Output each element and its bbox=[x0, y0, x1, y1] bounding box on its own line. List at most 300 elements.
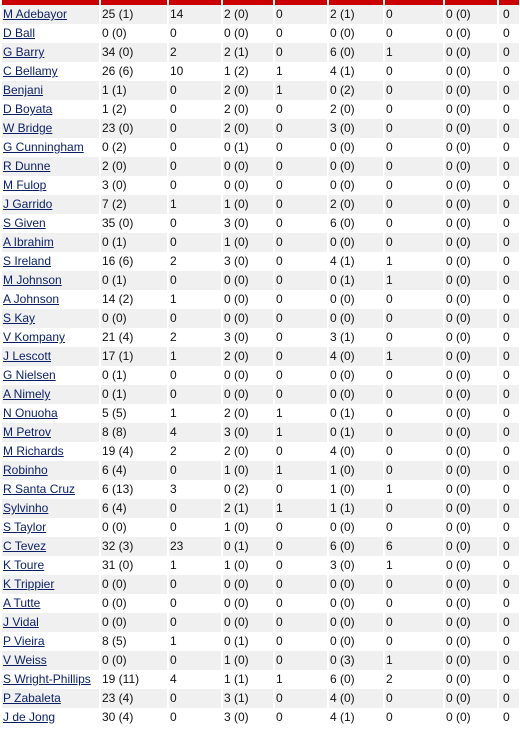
stat-cell: 0 (0) bbox=[445, 81, 497, 100]
stat-cell: 0 bbox=[499, 252, 519, 271]
table-row bbox=[2, 347, 519, 366]
player-link[interactable]: J Garrido bbox=[3, 197, 53, 211]
stat-cell: 0 (0) bbox=[223, 385, 273, 404]
stat-cell: 6 (0) bbox=[329, 537, 383, 556]
stat-cell: 0 bbox=[499, 442, 519, 461]
player-link[interactable]: C Tevez bbox=[3, 539, 47, 553]
player-link[interactable]: P Zabaleta bbox=[3, 691, 61, 705]
player-link[interactable]: M Petrov bbox=[3, 425, 52, 439]
table-row bbox=[2, 423, 519, 442]
stat-cell: 0 bbox=[385, 518, 443, 537]
stat-cell: 0 bbox=[385, 423, 443, 442]
player-name-cell bbox=[2, 233, 99, 252]
stat-cell: 0 bbox=[275, 385, 327, 404]
table-row bbox=[2, 366, 519, 385]
player-link[interactable]: K Trippier bbox=[3, 577, 55, 591]
stat-cell: 3 (0) bbox=[329, 119, 383, 138]
player-link[interactable]: A Tutte bbox=[3, 596, 41, 610]
player-name-cell bbox=[2, 81, 99, 100]
stat-cell: 0 bbox=[275, 632, 327, 651]
stat-cell: 3 (1) bbox=[329, 328, 383, 347]
player-link[interactable]: S Ireland bbox=[3, 254, 52, 268]
stat-cell: 0 bbox=[499, 518, 519, 537]
stat-cell: 0 bbox=[385, 442, 443, 461]
stat-cell: 1 (0) bbox=[223, 556, 273, 575]
player-link[interactable]: M Johnson bbox=[3, 273, 62, 287]
stat-cell: 0 bbox=[499, 214, 519, 233]
stat-cell: 0 (0) bbox=[223, 309, 273, 328]
stat-cell: 0 (0) bbox=[445, 24, 497, 43]
stat-cell: 0 (0) bbox=[445, 632, 497, 651]
stat-cell: 6 bbox=[385, 537, 443, 556]
stat-cell: 0 bbox=[169, 214, 221, 233]
player-link[interactable]: D Ball bbox=[3, 26, 36, 40]
stat-cell: 0 (0) bbox=[445, 689, 497, 708]
stat-cell: 3 (1) bbox=[223, 689, 273, 708]
stat-cell: 1 bbox=[275, 404, 327, 423]
player-link[interactable]: M Adebayor bbox=[3, 7, 68, 21]
stat-cell: 2 (0) bbox=[223, 442, 273, 461]
stat-cell: 0 bbox=[499, 404, 519, 423]
stat-cell: 0 bbox=[169, 309, 221, 328]
stat-cell: 4 bbox=[169, 423, 221, 442]
stat-cell: 0 (1) bbox=[223, 632, 273, 651]
player-link[interactable]: D Boyata bbox=[3, 102, 53, 116]
stat-cell: 0 (0) bbox=[223, 271, 273, 290]
table-row bbox=[2, 499, 519, 518]
table-row bbox=[2, 195, 519, 214]
stat-cell: 0 (0) bbox=[445, 556, 497, 575]
stat-cell: 26 (6) bbox=[101, 62, 167, 81]
stat-cell: 2 (0) bbox=[223, 81, 273, 100]
stat-cell: 0 bbox=[499, 347, 519, 366]
stat-cell: 25 (1) bbox=[101, 5, 167, 24]
stat-cell: 0 bbox=[385, 176, 443, 195]
stat-cell: 0 (0) bbox=[445, 157, 497, 176]
player-link[interactable]: Benjani bbox=[3, 83, 44, 97]
stat-cell: 0 bbox=[385, 632, 443, 651]
table-row bbox=[2, 157, 519, 176]
table-row bbox=[2, 309, 519, 328]
table-row bbox=[2, 100, 519, 119]
stat-cell: 0 (2) bbox=[223, 480, 273, 499]
stat-cell: 0 bbox=[499, 157, 519, 176]
stat-cell: 6 (0) bbox=[329, 214, 383, 233]
stat-cell: 0 bbox=[275, 233, 327, 252]
stat-cell: 2 (1) bbox=[223, 43, 273, 62]
table-row bbox=[2, 214, 519, 233]
stat-cell: 0 bbox=[169, 518, 221, 537]
stat-cell: 0 (0) bbox=[223, 290, 273, 309]
stat-cell: 0 (1) bbox=[223, 537, 273, 556]
player-link[interactable]: J de Jong bbox=[3, 710, 56, 724]
stat-cell: 0 (0) bbox=[445, 708, 497, 727]
player-link[interactable]: P Vieira bbox=[3, 634, 45, 648]
stat-cell: 31 (0) bbox=[101, 556, 167, 575]
stat-cell: 0 (0) bbox=[329, 176, 383, 195]
stat-cell: 4 (0) bbox=[329, 347, 383, 366]
stat-cell: 0 bbox=[499, 632, 519, 651]
player-link[interactable]: G Barry bbox=[3, 45, 45, 59]
stat-cell: 0 bbox=[275, 195, 327, 214]
stat-cell: 0 bbox=[499, 423, 519, 442]
stat-cell: 0 (0) bbox=[101, 575, 167, 594]
stat-cell: 0 bbox=[169, 138, 221, 157]
player-link[interactable]: S Given bbox=[3, 216, 46, 230]
table-row bbox=[2, 385, 519, 404]
table-row bbox=[2, 252, 519, 271]
table-row bbox=[2, 556, 519, 575]
stat-cell: 4 (1) bbox=[329, 708, 383, 727]
stat-cell: 0 bbox=[169, 233, 221, 252]
player-name-cell bbox=[2, 62, 99, 81]
stat-cell: 2 bbox=[169, 252, 221, 271]
stat-cell: 0 (0) bbox=[329, 613, 383, 632]
player-name-cell bbox=[2, 100, 99, 119]
player-name-cell bbox=[2, 594, 99, 613]
table-row bbox=[2, 518, 519, 537]
player-name-cell bbox=[2, 537, 99, 556]
table-row bbox=[2, 176, 519, 195]
stat-cell: 5 (5) bbox=[101, 404, 167, 423]
stat-cell: 0 (0) bbox=[329, 594, 383, 613]
player-name-cell bbox=[2, 5, 99, 24]
stat-cell: 0 (0) bbox=[445, 309, 497, 328]
stat-cell: 0 bbox=[275, 594, 327, 613]
stat-cell: 1 bbox=[169, 632, 221, 651]
stat-cell: 2 (0) bbox=[223, 119, 273, 138]
stat-cell: 0 (0) bbox=[329, 575, 383, 594]
stat-cell: 0 bbox=[499, 613, 519, 632]
stat-cell: 0 bbox=[275, 689, 327, 708]
player-link[interactable]: R Santa Cruz bbox=[3, 482, 76, 496]
stat-cell: 0 (0) bbox=[223, 613, 273, 632]
stat-cell: 0 bbox=[499, 689, 519, 708]
stat-cell: 0 bbox=[385, 328, 443, 347]
stat-cell: 0 bbox=[499, 290, 519, 309]
player-name-cell bbox=[2, 43, 99, 62]
stat-cell: 0 (1) bbox=[223, 138, 273, 157]
stat-cell: 2 (0) bbox=[329, 195, 383, 214]
stat-cell: 1 (2) bbox=[101, 100, 167, 119]
stat-cell: 0 (0) bbox=[223, 575, 273, 594]
table-row bbox=[2, 5, 519, 24]
stat-cell: 0 (0) bbox=[445, 613, 497, 632]
stat-cell: 0 (0) bbox=[445, 138, 497, 157]
stat-cell: 0 bbox=[499, 537, 519, 556]
stat-cell: 0 bbox=[385, 157, 443, 176]
stat-cell: 0 bbox=[275, 24, 327, 43]
stat-cell: 0 bbox=[169, 366, 221, 385]
stat-cell: 0 bbox=[169, 461, 221, 480]
player-link[interactable]: S Wright-Phillips bbox=[3, 672, 91, 686]
stat-cell: 2 (0) bbox=[329, 100, 383, 119]
player-name-cell bbox=[2, 556, 99, 575]
stat-cell: 2 bbox=[385, 670, 443, 689]
player-name-cell bbox=[2, 575, 99, 594]
stat-cell: 0 bbox=[275, 328, 327, 347]
stat-cell: 0 bbox=[385, 195, 443, 214]
stat-cell: 0 bbox=[169, 613, 221, 632]
player-name-cell bbox=[2, 271, 99, 290]
stat-cell: 34 (0) bbox=[101, 43, 167, 62]
stat-cell: 0 (0) bbox=[445, 347, 497, 366]
player-name-cell bbox=[2, 404, 99, 423]
stat-cell: 0 bbox=[385, 100, 443, 119]
stat-cell: 0 bbox=[385, 499, 443, 518]
stat-cell: 0 (0) bbox=[329, 366, 383, 385]
stat-cell: 0 bbox=[385, 366, 443, 385]
player-name-cell bbox=[2, 214, 99, 233]
player-link[interactable]: G Nielsen bbox=[3, 368, 56, 382]
stat-cell: 0 (0) bbox=[445, 195, 497, 214]
stat-cell: 0 (0) bbox=[101, 309, 167, 328]
stat-cell: 1 bbox=[385, 480, 443, 499]
table-row bbox=[2, 689, 519, 708]
stat-cell: 0 (1) bbox=[329, 423, 383, 442]
stat-cell: 0 (0) bbox=[445, 537, 497, 556]
player-link[interactable]: A Johnson bbox=[3, 292, 60, 306]
table-body bbox=[2, 5, 519, 727]
stat-cell: 14 bbox=[169, 5, 221, 24]
stat-cell: 0 (0) bbox=[445, 575, 497, 594]
stat-cell: 1 bbox=[169, 347, 221, 366]
stat-cell: 0 (1) bbox=[329, 404, 383, 423]
table-row bbox=[2, 537, 519, 556]
stat-cell: 2 bbox=[169, 442, 221, 461]
player-name-cell bbox=[2, 195, 99, 214]
table-row bbox=[2, 43, 519, 62]
stat-cell: 4 (1) bbox=[329, 62, 383, 81]
stat-cell: 0 bbox=[169, 594, 221, 613]
player-link[interactable]: K Toure bbox=[3, 558, 45, 572]
stat-cell: 4 (1) bbox=[329, 252, 383, 271]
stat-cell: 0 bbox=[169, 157, 221, 176]
stat-cell: 8 (5) bbox=[101, 632, 167, 651]
stat-cell: 0 (0) bbox=[445, 366, 497, 385]
stat-cell: 0 (0) bbox=[101, 651, 167, 670]
stat-cell: 3 (0) bbox=[223, 252, 273, 271]
player-link[interactable]: V Weiss bbox=[3, 653, 47, 667]
player-link[interactable]: R Dunne bbox=[3, 159, 51, 173]
table-row bbox=[2, 328, 519, 347]
stat-cell: 1 bbox=[169, 404, 221, 423]
stat-cell: 0 bbox=[499, 176, 519, 195]
stat-cell: 3 (0) bbox=[101, 176, 167, 195]
player-link[interactable]: C Bellamy bbox=[3, 64, 58, 78]
stat-cell: 0 bbox=[499, 480, 519, 499]
stat-cell: 17 (1) bbox=[101, 347, 167, 366]
stat-cell: 0 bbox=[275, 119, 327, 138]
player-link[interactable]: G Cunningham bbox=[3, 140, 84, 154]
player-name-cell bbox=[2, 328, 99, 347]
player-link[interactable]: S Taylor bbox=[3, 520, 47, 534]
stat-cell: 0 bbox=[275, 43, 327, 62]
stat-cell: 0 (0) bbox=[445, 461, 497, 480]
stat-cell: 0 (0) bbox=[445, 214, 497, 233]
stat-cell: 1 bbox=[385, 651, 443, 670]
player-link[interactable]: A Ibrahim bbox=[3, 235, 54, 249]
stat-cell: 0 bbox=[499, 233, 519, 252]
stat-cell: 0 bbox=[499, 138, 519, 157]
stat-cell: 0 bbox=[499, 385, 519, 404]
stat-cell: 0 (0) bbox=[445, 62, 497, 81]
stat-cell: 0 bbox=[385, 575, 443, 594]
stat-cell: 3 (0) bbox=[223, 214, 273, 233]
stat-cell: 21 (4) bbox=[101, 328, 167, 347]
stat-cell: 0 bbox=[499, 366, 519, 385]
stat-cell: 0 (0) bbox=[445, 651, 497, 670]
stat-cell: 0 (0) bbox=[445, 480, 497, 499]
player-link[interactable]: J Lescott bbox=[3, 349, 52, 363]
table-row bbox=[2, 632, 519, 651]
stat-cell: 19 (11) bbox=[101, 670, 167, 689]
stat-cell: 0 (3) bbox=[329, 651, 383, 670]
stat-cell: 0 bbox=[499, 309, 519, 328]
stat-cell: 0 bbox=[499, 328, 519, 347]
stat-cell: 1 (0) bbox=[329, 480, 383, 499]
player-link[interactable]: M Richards bbox=[3, 444, 64, 458]
stat-cell: 3 (0) bbox=[223, 328, 273, 347]
stat-cell: 2 bbox=[169, 43, 221, 62]
stat-cell: 1 bbox=[385, 556, 443, 575]
stat-cell: 1 (1) bbox=[101, 81, 167, 100]
stat-cell: 0 bbox=[499, 556, 519, 575]
stat-cell: 0 (2) bbox=[101, 138, 167, 157]
stat-cell: 0 bbox=[499, 119, 519, 138]
stat-cell: 1 bbox=[385, 252, 443, 271]
stat-cell: 0 (0) bbox=[445, 423, 497, 442]
stat-cell: 0 bbox=[275, 138, 327, 157]
player-link[interactable]: J Vidal bbox=[3, 615, 39, 629]
table-row bbox=[2, 404, 519, 423]
stat-cell: 0 (2) bbox=[329, 81, 383, 100]
stat-cell: 0 (1) bbox=[101, 366, 167, 385]
stat-cell: 0 (0) bbox=[223, 594, 273, 613]
stat-cell: 0 bbox=[499, 708, 519, 727]
stat-cell: 3 (0) bbox=[223, 423, 273, 442]
stat-cell: 6 (4) bbox=[101, 461, 167, 480]
stat-cell: 0 bbox=[385, 5, 443, 24]
stat-cell: 0 (0) bbox=[445, 100, 497, 119]
stat-cell: 1 (0) bbox=[329, 461, 383, 480]
stat-cell: 0 bbox=[275, 252, 327, 271]
stat-cell: 0 bbox=[385, 385, 443, 404]
stat-cell: 6 (4) bbox=[101, 499, 167, 518]
stat-cell: 8 (8) bbox=[101, 423, 167, 442]
stat-cell: 0 bbox=[385, 138, 443, 157]
table-row bbox=[2, 480, 519, 499]
stat-cell: 0 (0) bbox=[445, 176, 497, 195]
stat-cell: 1 bbox=[275, 81, 327, 100]
stat-cell: 1 bbox=[385, 347, 443, 366]
player-name-cell bbox=[2, 518, 99, 537]
stat-cell: 0 bbox=[275, 651, 327, 670]
stat-cell: 2 (0) bbox=[223, 100, 273, 119]
stat-cell: 0 (0) bbox=[329, 518, 383, 537]
stat-cell: 1 (1) bbox=[223, 670, 273, 689]
stat-cell: 0 bbox=[385, 708, 443, 727]
table-row bbox=[2, 271, 519, 290]
player-name-cell bbox=[2, 651, 99, 670]
player-name-cell bbox=[2, 252, 99, 271]
player-name-cell bbox=[2, 176, 99, 195]
stat-cell: 1 bbox=[275, 423, 327, 442]
stat-cell: 14 (2) bbox=[101, 290, 167, 309]
table-row bbox=[2, 119, 519, 138]
stat-cell: 0 bbox=[499, 100, 519, 119]
stat-cell: 1 bbox=[385, 271, 443, 290]
table-row bbox=[2, 613, 519, 632]
stat-cell: 0 bbox=[499, 594, 519, 613]
stat-cell: 0 (0) bbox=[101, 613, 167, 632]
stat-cell: 0 bbox=[499, 670, 519, 689]
player-link[interactable]: W Bridge bbox=[3, 121, 53, 135]
stat-cell: 1 (0) bbox=[223, 461, 273, 480]
stat-cell: 1 bbox=[169, 556, 221, 575]
stat-cell: 0 (0) bbox=[329, 24, 383, 43]
stat-cell: 0 (0) bbox=[329, 233, 383, 252]
player-link[interactable]: Robinho bbox=[3, 463, 48, 477]
stat-cell: 1 bbox=[169, 195, 221, 214]
stat-cell: 0 (0) bbox=[445, 404, 497, 423]
player-link[interactable]: M Fulop bbox=[3, 178, 47, 192]
stat-cell: 1 (1) bbox=[329, 499, 383, 518]
table-row bbox=[2, 575, 519, 594]
stat-cell: 2 (1) bbox=[223, 499, 273, 518]
player-link[interactable]: A Nimely bbox=[3, 387, 51, 401]
player-link[interactable]: N Onuoha bbox=[3, 406, 58, 420]
stat-cell: 1 bbox=[169, 290, 221, 309]
stat-cell: 0 bbox=[499, 81, 519, 100]
stat-cell: 2 (0) bbox=[223, 404, 273, 423]
stat-cell: 0 (0) bbox=[329, 309, 383, 328]
stat-cell: 6 (13) bbox=[101, 480, 167, 499]
stat-cell: 0 (0) bbox=[329, 157, 383, 176]
stat-cell: 30 (4) bbox=[101, 708, 167, 727]
stat-cell: 0 bbox=[385, 309, 443, 328]
player-name-cell bbox=[2, 138, 99, 157]
stat-cell: 3 (0) bbox=[329, 556, 383, 575]
stat-cell: 0 bbox=[499, 461, 519, 480]
stat-cell: 0 (0) bbox=[223, 366, 273, 385]
player-name-cell bbox=[2, 347, 99, 366]
stat-cell: 0 (0) bbox=[445, 252, 497, 271]
stat-cell: 0 bbox=[275, 366, 327, 385]
stat-cell: 0 (0) bbox=[101, 24, 167, 43]
player-name-cell bbox=[2, 670, 99, 689]
stat-cell: 0 bbox=[385, 594, 443, 613]
stat-cell: 0 bbox=[275, 537, 327, 556]
stat-cell: 0 (0) bbox=[101, 518, 167, 537]
stat-cell: 0 bbox=[385, 404, 443, 423]
stat-cell: 0 (0) bbox=[329, 290, 383, 309]
stat-cell: 0 (0) bbox=[329, 385, 383, 404]
stat-cell: 1 bbox=[275, 62, 327, 81]
player-name-cell bbox=[2, 480, 99, 499]
table-row bbox=[2, 81, 519, 100]
player-link[interactable]: Sylvinho bbox=[3, 501, 49, 515]
player-link[interactable]: V Kompany bbox=[3, 330, 66, 344]
player-link[interactable]: S Kay bbox=[3, 311, 36, 325]
stat-cell: 0 bbox=[275, 613, 327, 632]
stat-cell: 0 bbox=[275, 442, 327, 461]
player-name-cell bbox=[2, 689, 99, 708]
stat-cell: 0 bbox=[385, 119, 443, 138]
player-name-cell bbox=[2, 24, 99, 43]
stat-cell: 3 (0) bbox=[223, 708, 273, 727]
stat-cell: 6 (0) bbox=[329, 670, 383, 689]
